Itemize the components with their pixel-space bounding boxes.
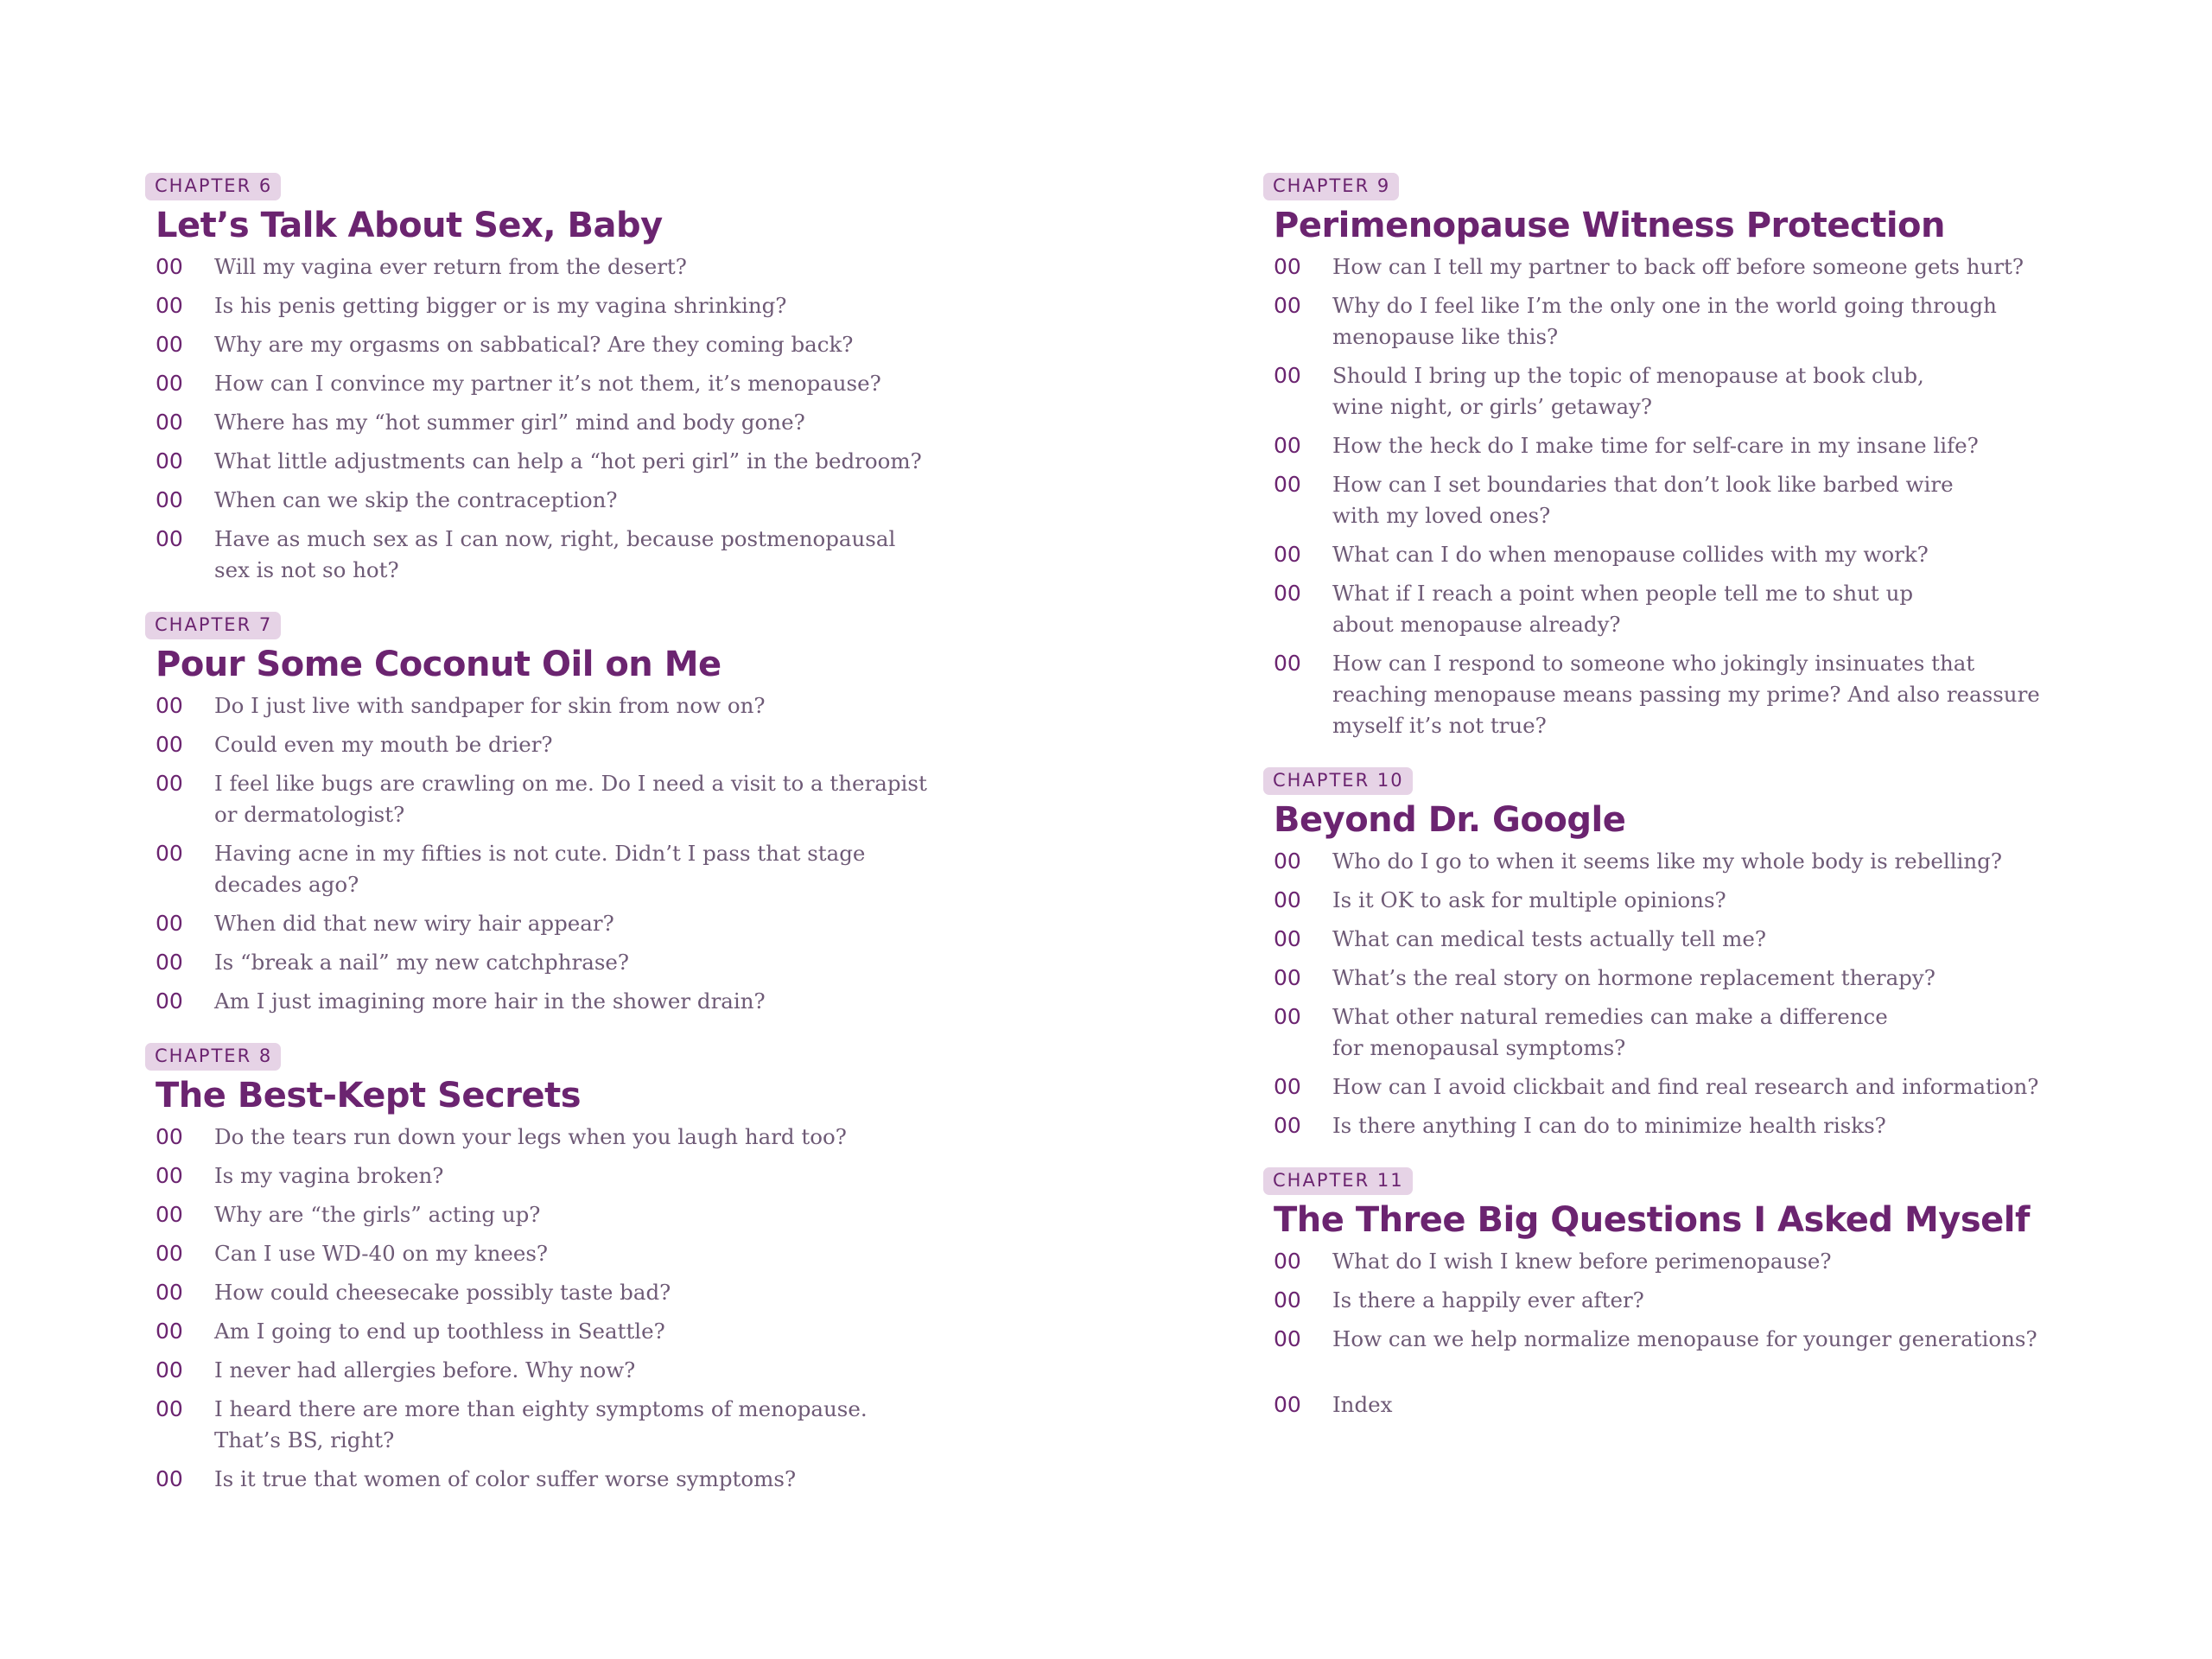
entry-text: When can we skip the contraception? xyxy=(214,487,618,512)
entry-text: Am I just imagining more hair in the shower drain? xyxy=(214,988,766,1014)
page-number: 00 xyxy=(1274,965,1301,990)
entry-text: Why do I feel like I’m the only one in the world going through menopause like this? xyxy=(1332,293,1997,349)
entry-text: I never had allergies before. Why now? xyxy=(214,1357,636,1382)
page-number: 00 xyxy=(156,1241,183,1266)
index-entry xyxy=(1263,1389,2162,1421)
entry-text: Where has my “hot summer girl” mind and body gone? xyxy=(214,410,805,435)
page-number: 00 xyxy=(1274,254,1301,279)
toc-entry xyxy=(145,368,1009,399)
question-list xyxy=(1263,846,2162,1141)
entry-text: Why are my orgasms on sabbatical? Are they coming back? xyxy=(214,332,854,357)
toc-entry xyxy=(145,1394,1009,1456)
page-number: 00 xyxy=(156,911,183,936)
page-number: 00 xyxy=(156,410,183,435)
entry-text: Having acne in my fifties is not cute. Didn’t I pass that stage decades ago? xyxy=(214,841,866,897)
page-number: 00 xyxy=(1274,887,1301,912)
chapter-title: The Three Big Questions I Asked Myself xyxy=(1274,1200,2030,1240)
page-number: 00 xyxy=(1274,1074,1301,1099)
toc-left-column xyxy=(145,173,1009,1521)
page-number: 00 xyxy=(156,732,183,757)
toc-entry xyxy=(145,1464,1009,1495)
toc-entry xyxy=(145,690,1009,721)
entry-text: Have as much sex as I can now, right, because postmenopausal sex is not so hot? xyxy=(214,526,896,582)
toc-entry xyxy=(1263,430,2162,461)
toc-entry xyxy=(1263,846,2162,877)
toc-entry xyxy=(145,1238,1009,1269)
page-number: 00 xyxy=(1274,1392,1301,1417)
entry-text: What other natural remedies can make a difference for menopausal symptoms? xyxy=(1332,1004,1888,1060)
question-list xyxy=(1263,251,2162,741)
chapter-label: CHAPTER 9 xyxy=(1263,173,1399,200)
entry-text: Is there anything I can do to minimize health risks? xyxy=(1332,1113,1886,1138)
entry-text: Could even my mouth be drier? xyxy=(214,732,553,757)
page-number: 00 xyxy=(1274,581,1301,606)
page-number: 00 xyxy=(1274,1113,1301,1138)
page-number: 00 xyxy=(156,1357,183,1382)
page-number: 00 xyxy=(156,1466,183,1491)
entry-text: How can I convince my partner it’s not them, it’s menopause? xyxy=(214,371,881,396)
toc-entry xyxy=(1263,251,2162,283)
chapter-title: Pour Some Coconut Oil on Me xyxy=(156,645,721,684)
toc-entry xyxy=(1263,924,2162,955)
entry-text: Should I bring up the topic of menopause at book club, wine night, or girls’ getaway? xyxy=(1332,363,1924,419)
entry-text: How can I respond to someone who jokingly insinuates that reaching menopause means passing my prime? And also reassure myself it’s not true? xyxy=(1332,651,2040,738)
toc-entry xyxy=(1263,1110,2162,1141)
toc-entry xyxy=(145,1199,1009,1230)
page-number: 00 xyxy=(1274,1249,1301,1274)
entry-text: Is it true that women of color suffer worse symptoms? xyxy=(214,1466,797,1491)
toc-entry xyxy=(1263,963,2162,994)
toc-entry xyxy=(145,947,1009,978)
page-number: 00 xyxy=(156,841,183,866)
page-number: 00 xyxy=(156,1396,183,1421)
toc-entry xyxy=(145,1277,1009,1308)
page-number: 00 xyxy=(1274,1287,1301,1313)
chapter-section xyxy=(145,612,1009,1017)
entry-text: Do I just live with sandpaper for skin from now on? xyxy=(214,693,766,718)
page-number: 00 xyxy=(156,950,183,975)
page-number: 00 xyxy=(156,293,183,318)
entry-text: What can I do when menopause collides with my work? xyxy=(1332,542,1929,567)
chapter-label: CHAPTER 6 xyxy=(145,173,281,200)
entry-text: Index xyxy=(1332,1392,1393,1417)
page-number: 00 xyxy=(156,693,183,718)
entry-text: What’s the real story on hormone replacement therapy? xyxy=(1332,965,1936,990)
toc-entry xyxy=(145,1316,1009,1347)
page-number: 00 xyxy=(156,1124,183,1149)
entry-text: How could cheesecake possibly taste bad? xyxy=(214,1280,671,1305)
toc-entry xyxy=(1263,885,2162,916)
question-list xyxy=(145,690,1009,1017)
toc-entry xyxy=(1263,648,2162,741)
chapter-title: Let’s Talk About Sex, Baby xyxy=(156,206,663,245)
page-number: 00 xyxy=(1274,849,1301,874)
toc-entry xyxy=(145,729,1009,760)
toc-entry xyxy=(1263,1285,2162,1316)
toc-entry xyxy=(1263,1071,2162,1103)
toc-entry xyxy=(145,524,1009,586)
entry-text: What do I wish I knew before perimenopause? xyxy=(1332,1249,1832,1274)
page-number: 00 xyxy=(156,254,183,279)
entry-text: Is my vagina broken? xyxy=(214,1163,444,1188)
toc-entry xyxy=(145,768,1009,830)
page-number: 00 xyxy=(1274,293,1301,318)
page-number: 00 xyxy=(1274,433,1301,458)
entry-text: Why are “the girls” acting up? xyxy=(214,1202,541,1227)
page-number: 00 xyxy=(156,988,183,1014)
entry-text: How the heck do I make time for self-care in my insane life? xyxy=(1332,433,1979,458)
toc-entry xyxy=(145,251,1009,283)
entry-text: How can I avoid clickbait and find real research and information? xyxy=(1332,1074,2039,1099)
chapter-title: Beyond Dr. Google xyxy=(1274,800,1626,840)
toc-entry xyxy=(1263,469,2162,531)
toc-entry xyxy=(145,446,1009,477)
question-list xyxy=(1263,1246,2162,1355)
toc-entry xyxy=(145,485,1009,516)
page-number: 00 xyxy=(156,771,183,796)
chapter-label: CHAPTER 7 xyxy=(145,612,281,639)
question-list xyxy=(145,251,1009,586)
entry-text: What can medical tests actually tell me? xyxy=(1332,926,1766,951)
toc-entry xyxy=(145,1355,1009,1386)
entry-text: Am I going to end up toothless in Seattle? xyxy=(214,1319,665,1344)
entry-text: Is “break a nail” my new catchphrase? xyxy=(214,950,630,975)
page-number: 00 xyxy=(156,1202,183,1227)
entry-text: Who do I go to when it seems like my whole body is rebelling? xyxy=(1332,849,2002,874)
page-number: 00 xyxy=(1274,651,1301,676)
toc-right-column xyxy=(1263,173,2162,1428)
entry-text: Do the tears run down your legs when you laugh hard too? xyxy=(214,1124,847,1149)
toc-entry xyxy=(145,290,1009,321)
question-list xyxy=(145,1122,1009,1495)
chapter-title: Perimenopause Witness Protection xyxy=(1274,206,1945,245)
toc-entry xyxy=(145,407,1009,438)
chapter-section xyxy=(1263,767,2162,1141)
page-number: 00 xyxy=(156,487,183,512)
page-number: 00 xyxy=(156,1280,183,1305)
entry-text: What little adjustments can help a “hot peri girl” in the bedroom? xyxy=(214,448,922,474)
page-number: 00 xyxy=(1274,1326,1301,1351)
page-number: 00 xyxy=(1274,926,1301,951)
entry-text: Can I use WD-40 on my knees? xyxy=(214,1241,549,1266)
chapter-label: CHAPTER 10 xyxy=(1263,767,1413,795)
toc-entry xyxy=(1263,1001,2162,1064)
entry-text: Will my vagina ever return from the desert? xyxy=(214,254,687,279)
entry-text: When did that new wiry hair appear? xyxy=(214,911,614,936)
entry-text: How can we help normalize menopause for younger generations? xyxy=(1332,1326,2037,1351)
page-number: 00 xyxy=(1274,542,1301,567)
toc-entry xyxy=(1263,360,2162,423)
chapter-section xyxy=(145,173,1009,586)
page-number: 00 xyxy=(156,332,183,357)
toc-entry xyxy=(145,838,1009,900)
page-number: 00 xyxy=(156,1163,183,1188)
page-number: 00 xyxy=(1274,363,1301,388)
chapter-section xyxy=(1263,173,2162,741)
toc-entry xyxy=(145,329,1009,360)
page-number: 00 xyxy=(1274,472,1301,497)
toc-entry xyxy=(1263,539,2162,570)
toc-entry xyxy=(145,1160,1009,1192)
page-number: 00 xyxy=(1274,1004,1301,1029)
entry-text: I feel like bugs are crawling on me. Do I need a visit to a therapist or dermatologist? xyxy=(214,771,927,827)
entry-text: I heard there are more than eighty symptoms of menopause. That’s BS, right? xyxy=(214,1396,868,1452)
toc-entry xyxy=(1263,1246,2162,1277)
page-number: 00 xyxy=(156,448,183,474)
page-number: 00 xyxy=(156,526,183,551)
entry-text: How can I tell my partner to back off before someone gets hurt? xyxy=(1332,254,2024,279)
chapter-section xyxy=(145,1043,1009,1495)
chapter-label: CHAPTER 8 xyxy=(145,1043,281,1071)
chapter-title: The Best-Kept Secrets xyxy=(156,1076,581,1116)
chapter-label: CHAPTER 11 xyxy=(1263,1167,1413,1195)
entry-text: Is his penis getting bigger or is my vagina shrinking? xyxy=(214,293,787,318)
entry-text: Is there a happily ever after? xyxy=(1332,1287,1644,1313)
chapter-section xyxy=(1263,1167,2162,1355)
entry-text: Is it OK to ask for multiple opinions? xyxy=(1332,887,1726,912)
entry-text: What if I reach a point when people tell me to shut up about menopause already? xyxy=(1332,581,1914,637)
entry-text: How can I set boundaries that don’t look like barbed wire with my loved ones? xyxy=(1332,472,1954,528)
toc-entry xyxy=(145,986,1009,1017)
toc-entry xyxy=(1263,290,2162,353)
toc-entry xyxy=(1263,1324,2162,1355)
page-number: 00 xyxy=(156,1319,183,1344)
page-number: 00 xyxy=(156,371,183,396)
toc-entry xyxy=(145,1122,1009,1153)
toc-entry xyxy=(145,908,1009,939)
toc-entry xyxy=(1263,578,2162,640)
